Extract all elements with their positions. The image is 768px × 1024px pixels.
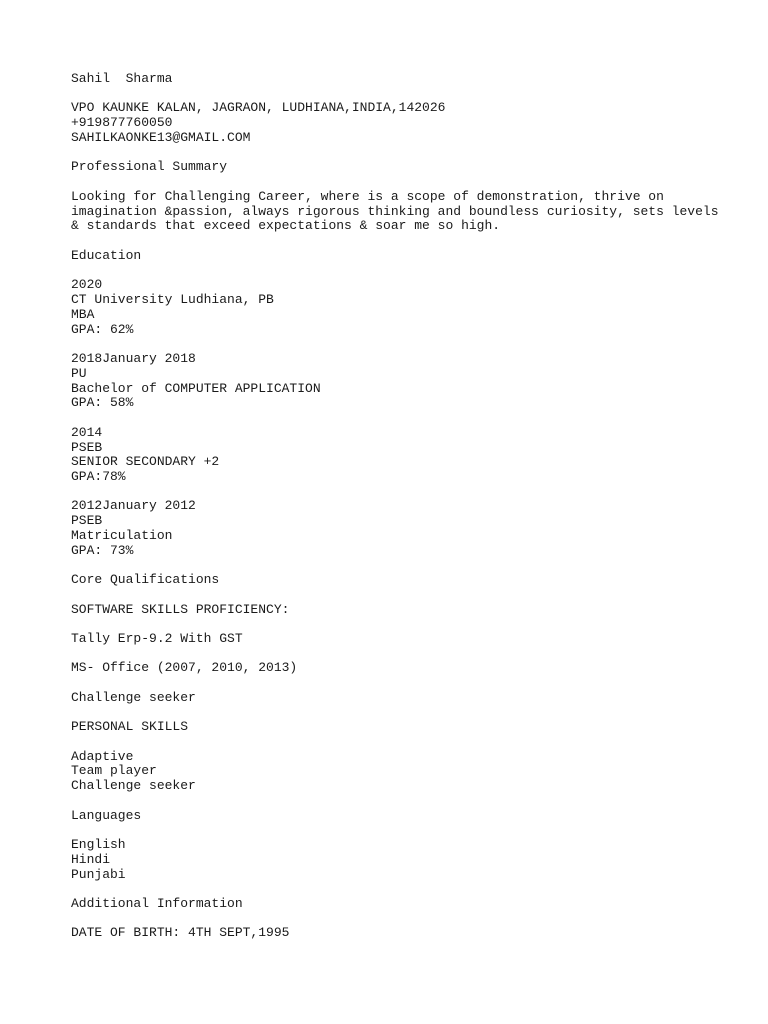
language-item: English [71,836,126,852]
education-heading: Education [71,247,142,263]
summary-heading: Professional Summary [71,159,228,175]
education-institution: PU [71,365,87,381]
education-gpa: GPA: 58% [71,395,134,411]
dob-block [71,926,731,941]
contact-block [71,101,731,145]
education-degree: SENIOR SECONDARY +2 [71,454,220,470]
summary-line: Looking for Challenging Career, where is a scope of demonstration, thrive on [71,188,664,204]
resume-page [71,72,731,956]
software-skills-heading: SOFTWARE SKILLS PROFICIENCY: [71,601,290,617]
software-item-block [71,632,731,647]
education-gpa: GPA:78% [71,469,126,485]
education-degree: Bachelor of COMPUTER APPLICATION [71,380,321,396]
date-of-birth: DATE OF BIRTH: 4TH SEPT,1995 [71,925,290,941]
additional-info-heading: Additional Information [71,895,243,911]
software-item-block [71,661,731,676]
education-institution: PSEB [71,439,103,455]
education-year: 2018January 2018 [71,350,196,366]
qualifications-heading-block [71,573,731,588]
education-year: 2012January 2012 [71,498,196,514]
address: VPO KAUNKE KALAN, JAGRAON, LUDHIANA,INDIA,142026 [71,100,446,116]
languages-list [71,838,731,882]
software-skill-item: MS- Office (2007, 2010, 2013) [71,660,298,676]
software-skill-item: Tally Erp-9.2 With GST [71,631,243,647]
summary-text-block [71,190,731,234]
personal-skills-heading: PERSONAL SKILLS [71,719,189,735]
education-entry [71,426,731,485]
education-entry [71,499,731,558]
personal-heading-block [71,720,731,735]
language-item: Punjabi [71,866,126,882]
languages-heading: Languages [71,807,142,823]
education-institution: CT University Ludhiana, PB [71,291,274,307]
languages-heading-block [71,809,731,824]
education-degree: MBA [71,306,95,322]
summary-line: imagination &passion, always rigorous thinking and boundless curiosity, sets levels [71,203,719,219]
education-institution: PSEB [71,513,103,529]
summary-heading-block [71,160,731,175]
summary-line: & standards that exceed expectations & soar me so high. [71,218,501,234]
name-block [71,72,731,87]
email: SAHILKAONKE13@GMAIL.COM [71,129,251,145]
additional-heading-block [71,897,731,912]
software-skill-item: Challenge seeker [71,689,196,705]
qualifications-heading: Core Qualifications [71,572,220,588]
personal-skill-item: Team player [71,763,157,779]
candidate-name: Sahil Sharma [71,71,173,86]
education-year: 2020 [71,277,103,293]
software-item-block [71,691,731,706]
software-heading-block [71,603,731,618]
education-entry [71,278,731,337]
personal-skill-item: Challenge seeker [71,778,196,794]
education-degree: Matriculation [71,528,173,544]
education-heading-block [71,249,731,264]
education-gpa: GPA: 62% [71,321,134,337]
language-item: Hindi [71,851,111,867]
phone: +919877760050 [71,115,173,131]
personal-skill-item: Adaptive [71,748,134,764]
education-gpa: GPA: 73% [71,542,134,558]
education-entry [71,352,731,411]
personal-skills-list [71,750,731,794]
education-year: 2014 [71,424,103,440]
